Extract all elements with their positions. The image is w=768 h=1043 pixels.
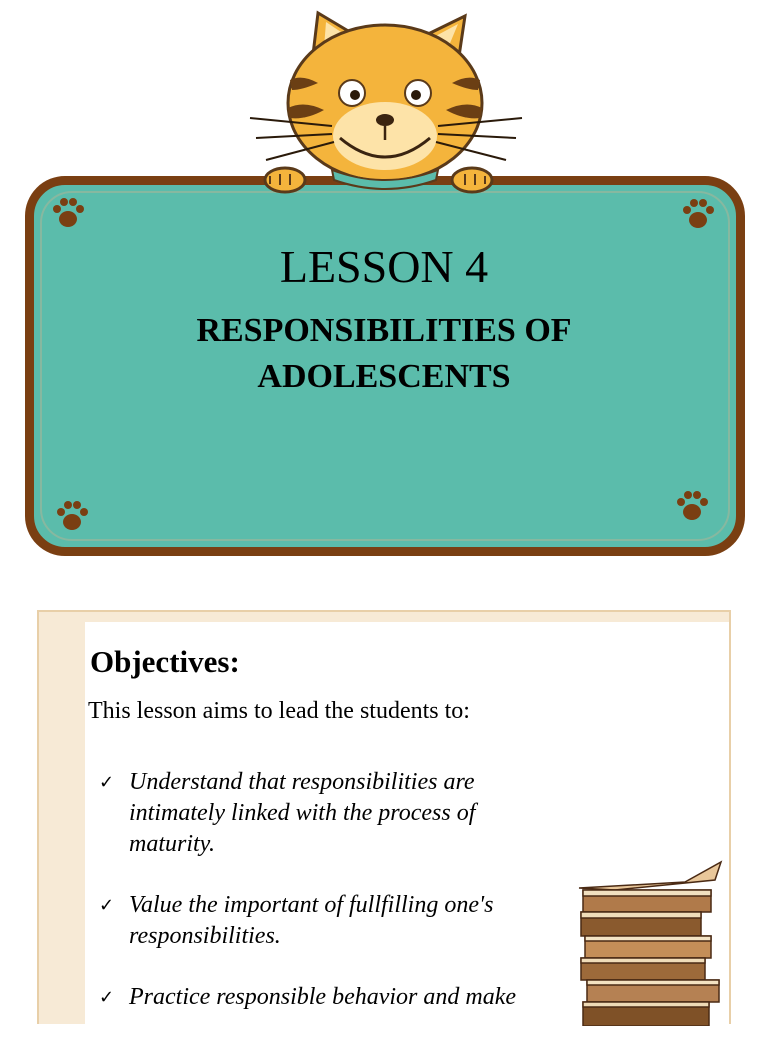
objective-text: Practice responsible behavior and make <box>129 984 517 1010</box>
objective-item <box>99 767 529 860</box>
paw-print-icon <box>674 488 710 524</box>
lesson-title: LESSON 4 <box>279 241 489 292</box>
lesson-subtitle-line: RESPONSIBILITIES OF <box>196 312 572 349</box>
paw-print-icon <box>50 195 86 231</box>
book-stack-icon <box>575 860 725 1026</box>
paw-print-icon <box>54 498 90 534</box>
checkmark-icon: ✓ <box>99 772 115 793</box>
paw-print-icon <box>680 196 716 232</box>
objectives-slide <box>37 610 731 1024</box>
checkmark-icon: ✓ <box>99 895 115 916</box>
lesson-subtitle-line: ADOLESCENTS <box>257 358 511 395</box>
lesson-subtitle <box>0 308 768 400</box>
cat-mascot-icon <box>240 8 530 198</box>
objectives-intro: This lesson aims to lead the students to: <box>88 698 470 724</box>
objective-text: Value the important of fullfilling one's responsibilities. <box>129 892 494 949</box>
checkmark-icon: ✓ <box>99 987 115 1008</box>
objective-text: Understand that responsibilities are intimately linked with the process of maturity. <box>129 769 476 857</box>
objective-item <box>99 890 529 952</box>
objectives-heading: Objectives: <box>90 644 240 679</box>
objectives-list <box>99 767 529 1043</box>
objective-item <box>99 982 529 1013</box>
